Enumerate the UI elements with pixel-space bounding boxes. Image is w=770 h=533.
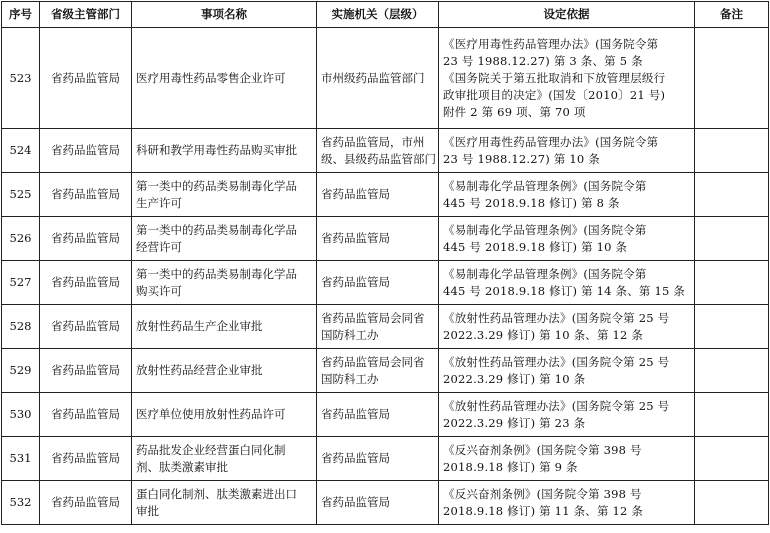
cell-provincial-department: 省药品监管局	[40, 437, 132, 481]
cell-item-name-line: 审批	[136, 503, 159, 518]
table-body	[2, 28, 769, 525]
cell-implementing-agency-line: 省药品监管局	[321, 275, 390, 289]
cell-item-name-line: 医疗用毒性药品零售企业许可	[136, 70, 286, 85]
cell-item-name-line: 第一类中的药品类易制毒化学品	[136, 178, 297, 193]
cell-item-name-line: 第一类中的药品类易制毒化学品	[136, 266, 297, 281]
cell-item-name-line: 生产许可	[136, 195, 182, 210]
cell-implementing-agency-line: 省药品监管局	[321, 407, 390, 421]
cell-legal-basis	[439, 393, 695, 437]
cell-item-name-line: 经营许可	[136, 239, 182, 254]
table-row	[2, 173, 769, 217]
cell-provincial-department: 省药品监管局	[40, 305, 132, 349]
cell-legal-basis-line: 《反兴奋剂条例》(国务院令第 398 号	[443, 486, 642, 501]
header-provincial-department: 省级主管部门	[40, 2, 132, 28]
cell-legal-basis-line: 2018.9.18 修订) 第 9 条	[443, 459, 578, 474]
cell-implementing-agency-line: 市州级药品监管部门	[321, 70, 425, 85]
table-row	[2, 28, 769, 129]
cell-legal-basis-line: 2018.9.18 修订) 第 11 条、第 12 条	[443, 503, 644, 518]
cell-legal-basis-line: 445 号 2018.9.18 修订) 第 8 条	[443, 195, 620, 210]
cell-legal-basis-line: 《易制毒化学品管理条例》(国务院令第	[443, 178, 647, 193]
table-row	[2, 129, 769, 173]
cell-remarks	[695, 305, 769, 349]
cell-item-name	[132, 437, 317, 481]
table-row	[2, 349, 769, 393]
cell-provincial-department: 省药品监管局	[40, 349, 132, 393]
cell-legal-basis-line: 《放射性药品管理办法》(国务院令第 25 号	[443, 398, 670, 413]
cell-implementing-agency	[317, 305, 439, 349]
table-header-row	[2, 2, 769, 28]
cell-item-name-line: 放射性药品生产企业审批	[136, 319, 263, 333]
cell-implementing-agency	[317, 437, 439, 481]
cell-item-name-line: 放射性药品经营企业审批	[136, 363, 263, 377]
cell-serial-number: 523	[2, 28, 40, 129]
cell-implementing-agency-line: 省药品监管局会同省	[321, 310, 425, 325]
cell-remarks	[695, 28, 769, 129]
cell-remarks	[695, 217, 769, 261]
header-legal-basis: 设定依据	[439, 2, 695, 28]
header-remarks: 备注	[695, 2, 769, 28]
cell-provincial-department: 省药品监管局	[40, 217, 132, 261]
cell-implementing-agency	[317, 349, 439, 393]
cell-item-name	[132, 481, 317, 525]
cell-implementing-agency	[317, 481, 439, 525]
header-item-name: 事项名称	[132, 2, 317, 28]
cell-provincial-department: 省药品监管局	[40, 129, 132, 173]
cell-implementing-agency-line: 国防科工办	[321, 371, 379, 386]
cell-provincial-department: 省药品监管局	[40, 28, 132, 129]
cell-implementing-agency-line: 省药品监管局会同省	[321, 354, 425, 369]
cell-item-name-line: 第一类中的药品类易制毒化学品	[136, 222, 297, 237]
cell-implementing-agency	[317, 393, 439, 437]
cell-item-name	[132, 261, 317, 305]
cell-legal-basis-line: 《易制毒化学品管理条例》(国务院令第	[443, 222, 647, 237]
cell-legal-basis-line: 445 号 2018.9.18 修订) 第 14 条、第 15 条	[443, 283, 686, 298]
cell-item-name-line: 蛋白同化制剂、肽类激素进出口	[136, 486, 297, 501]
cell-serial-number: 525	[2, 173, 40, 217]
cell-provincial-department: 省药品监管局	[40, 481, 132, 525]
cell-legal-basis-line: 《国务院关于第五批取消和下放管理层级行	[443, 70, 666, 85]
table-row	[2, 437, 769, 481]
cell-legal-basis	[439, 173, 695, 217]
cell-implementing-agency	[317, 129, 439, 173]
cell-item-name	[132, 393, 317, 437]
table-row	[2, 261, 769, 305]
cell-legal-basis-line: 《放射性药品管理办法》(国务院令第 25 号	[443, 310, 670, 325]
cell-item-name	[132, 349, 317, 393]
cell-implementing-agency-line: 省药品监管局，市州	[321, 134, 425, 149]
cell-remarks	[695, 261, 769, 305]
cell-legal-basis-line: 政审批项目的决定》(国发〔2010〕21 号)	[443, 87, 666, 102]
approval-items-table	[1, 1, 769, 525]
cell-item-name	[132, 217, 317, 261]
cell-legal-basis-line: 2022.3.29 修订) 第 23 条	[443, 415, 586, 430]
cell-serial-number: 529	[2, 349, 40, 393]
cell-legal-basis-line: 《放射性药品管理办法》(国务院令第 25 号	[443, 354, 670, 369]
cell-legal-basis	[439, 129, 695, 173]
cell-implementing-agency-line: 省药品监管局	[321, 495, 390, 509]
cell-serial-number: 524	[2, 129, 40, 173]
cell-implementing-agency-line: 省药品监管局	[321, 187, 390, 201]
cell-legal-basis-line: 《医疗用毒性药品管理办法》(国务院令第	[443, 134, 659, 149]
cell-item-name	[132, 28, 317, 129]
cell-remarks	[695, 129, 769, 173]
cell-legal-basis-line: 《医疗用毒性药品管理办法》(国务院令第	[443, 36, 659, 51]
cell-serial-number: 526	[2, 217, 40, 261]
cell-serial-number: 530	[2, 393, 40, 437]
cell-implementing-agency	[317, 261, 439, 305]
cell-provincial-department: 省药品监管局	[40, 393, 132, 437]
cell-implementing-agency-line: 省药品监管局	[321, 231, 390, 245]
cell-item-name	[132, 173, 317, 217]
cell-implementing-agency-line: 国防科工办	[321, 327, 379, 342]
cell-legal-basis-line: 23 号 1988.12.27) 第 3 条、第 5 条	[443, 53, 643, 68]
cell-item-name-line: 药品批发企业经营蛋白同化制	[136, 442, 286, 457]
cell-serial-number: 528	[2, 305, 40, 349]
cell-legal-basis-line: 445 号 2018.9.18 修订) 第 10 条	[443, 239, 628, 254]
cell-remarks	[695, 393, 769, 437]
cell-legal-basis	[439, 261, 695, 305]
cell-serial-number: 532	[2, 481, 40, 525]
cell-legal-basis-line: 2022.3.29 修订) 第 10 条	[443, 371, 586, 386]
cell-implementing-agency-line: 省药品监管局	[321, 451, 390, 465]
cell-item-name	[132, 305, 317, 349]
cell-item-name-line: 科研和教学用毒性药品购买审批	[136, 143, 297, 157]
header-serial-number: 序号	[2, 2, 40, 28]
cell-item-name	[132, 129, 317, 173]
cell-legal-basis	[439, 437, 695, 481]
cell-provincial-department: 省药品监管局	[40, 173, 132, 217]
cell-legal-basis-line: 《反兴奋剂条例》(国务院令第 398 号	[443, 442, 642, 457]
cell-implementing-agency	[317, 173, 439, 217]
cell-item-name-line: 剂、肽类激素审批	[136, 459, 228, 474]
cell-serial-number: 531	[2, 437, 40, 481]
cell-legal-basis-line: 《易制毒化学品管理条例》(国务院令第	[443, 266, 647, 281]
table-row	[2, 305, 769, 349]
cell-remarks	[695, 349, 769, 393]
cell-item-name-line: 购买许可	[136, 283, 182, 298]
table-row	[2, 481, 769, 525]
cell-implementing-agency	[317, 28, 439, 129]
cell-serial-number: 527	[2, 261, 40, 305]
cell-implementing-agency	[317, 217, 439, 261]
cell-legal-basis	[439, 481, 695, 525]
cell-remarks	[695, 437, 769, 481]
cell-legal-basis	[439, 349, 695, 393]
cell-provincial-department: 省药品监管局	[40, 261, 132, 305]
cell-legal-basis-line: 附件 2 第 69 项、第 70 项	[443, 104, 586, 119]
cell-implementing-agency-line: 级、县级药品监管部门	[321, 151, 436, 166]
cell-legal-basis-line: 2022.3.29 修订) 第 10 条、第 12 条	[443, 327, 644, 342]
table-row	[2, 393, 769, 437]
table-row	[2, 217, 769, 261]
cell-item-name-line: 医疗单位使用放射性药品许可	[136, 407, 286, 421]
cell-legal-basis	[439, 28, 695, 129]
header-implementing-agency: 实施机关（层级）	[317, 2, 439, 28]
cell-legal-basis	[439, 217, 695, 261]
cell-remarks	[695, 481, 769, 525]
cell-legal-basis-line: 23 号 1988.12.27) 第 10 条	[443, 151, 600, 166]
cell-legal-basis	[439, 305, 695, 349]
cell-remarks	[695, 173, 769, 217]
